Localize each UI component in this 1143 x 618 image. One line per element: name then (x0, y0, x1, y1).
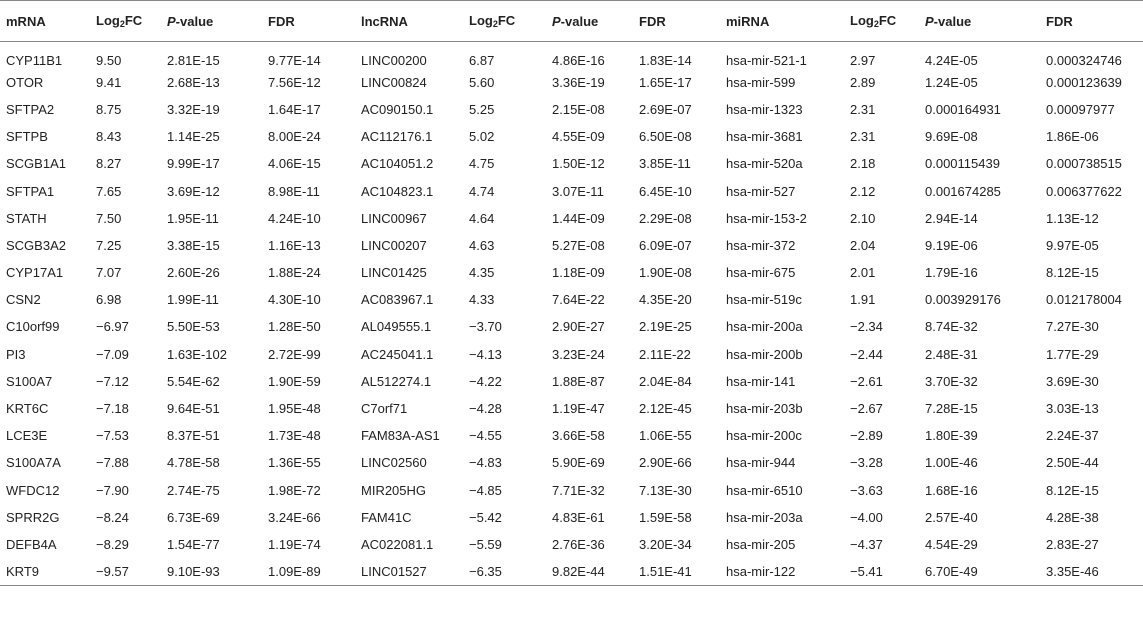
cell-mirna: hsa-mir-6510 (726, 482, 803, 498)
table-row (0, 477, 1143, 504)
cell-fdr-mrna: 1.88E-24 (268, 265, 321, 281)
table-row (0, 177, 1143, 204)
cell-log2fc-mirna: 2.97 (850, 52, 876, 68)
cell-mirna: hsa-mir-520a (726, 156, 803, 172)
cell-pvalue-mirna: 8.74E-32 (925, 319, 978, 335)
cell-log2fc-mrna: −9.57 (90, 558, 161, 585)
table-row (0, 123, 1143, 150)
table-row (0, 504, 1143, 531)
cell-pvalue-mirna: 0.000164931 (925, 101, 1001, 117)
cell-lncrna: LINC00967 (361, 210, 427, 226)
cell-fdr-mirna: 3.03E-13 (1046, 401, 1099, 417)
cell-mirna: hsa-mir-944 (726, 455, 796, 471)
header-pvalue-lncrna (546, 1, 633, 42)
cell-fdr-lncrna: 1.59E-58 (639, 509, 692, 525)
header-text-after: -value (175, 13, 214, 29)
cell-mirna: hsa-mir-599 (726, 74, 796, 90)
cell-log2fc-lncrna: 5.02 (469, 129, 495, 145)
cell-mirna: hsa-mir-122 (720, 558, 844, 585)
cell-log2fc-lncrna: −5.42 (469, 509, 502, 525)
cell-mirna: hsa-mir-153-2 (726, 210, 807, 226)
cell-pvalue-mrna: 3.38E-15 (167, 237, 220, 253)
cell-fdr-lncrna: 2.11E-22 (639, 346, 691, 362)
cell-fdr-mirna: 0.006377622 (1046, 183, 1122, 199)
cell-log2fc-mirna: 2.89 (850, 74, 876, 90)
cell-fdr-mrna: 2.72E-99 (268, 346, 321, 362)
header-text-italic: P (167, 13, 176, 29)
cell-mrna: SPRR2G (6, 509, 60, 525)
cell-log2fc-mirna: 1.91 (850, 292, 876, 308)
cell-mirna: hsa-mir-519c (726, 292, 802, 308)
header-pvalue-mirna (919, 1, 1040, 42)
cell-log2fc-lncrna: −4.13 (469, 346, 502, 362)
cell-fdr-lncrna: 1.51E-41 (633, 558, 720, 585)
cell-mrna: KRT9 (0, 558, 90, 585)
cell-pvalue-lncrna: 1.44E-09 (552, 210, 605, 226)
cell-pvalue-mrna: 5.54E-62 (167, 373, 220, 389)
cell-pvalue-mrna: 1.95E-11 (167, 210, 219, 226)
cell-fdr-mrna: 8.98E-11 (268, 183, 320, 199)
cell-pvalue-mirna: 4.24E-05 (925, 52, 978, 68)
table-row (0, 42, 1143, 69)
cell-lncrna: LINC02560 (361, 455, 427, 471)
cell-fdr-mrna: 1.98E-72 (268, 482, 321, 498)
cell-log2fc-lncrna: −6.35 (463, 558, 546, 585)
cell-fdr-mirna: 2.50E-44 (1046, 455, 1099, 471)
cell-log2fc-mirna: −2.67 (850, 401, 883, 417)
header-text-after: FC (497, 13, 516, 28)
cell-log2fc-lncrna: 5.25 (469, 101, 495, 117)
cell-log2fc-lncrna: −4.55 (469, 428, 502, 444)
cell-fdr-lncrna: 2.04E-84 (639, 373, 692, 389)
header-text-before: mRNA (6, 13, 46, 29)
cell-pvalue-mirna: 4.54E-29 (925, 536, 978, 552)
header-text-italic: P (552, 13, 561, 29)
cell-fdr-mirna: 8.12E-15 (1046, 265, 1099, 281)
cell-log2fc-mrna: −7.88 (96, 455, 129, 471)
cell-log2fc-mirna: 2.12 (850, 183, 876, 199)
cell-pvalue-mirna: 1.68E-16 (925, 482, 978, 498)
cell-fdr-mirna: 0.000738515 (1046, 156, 1122, 172)
cell-fdr-lncrna: 3.85E-11 (639, 156, 691, 172)
cell-log2fc-mrna: −7.18 (96, 401, 129, 417)
cell-log2fc-mrna: −8.24 (96, 509, 129, 525)
cell-pvalue-mrna: 1.99E-11 (167, 292, 219, 308)
cell-log2fc-mirna: −2.34 (850, 319, 883, 335)
cell-fdr-mirna: 2.83E-27 (1046, 536, 1099, 552)
cell-fdr-lncrna: 2.69E-07 (639, 101, 692, 117)
cell-lncrna: AL049555.1 (361, 319, 432, 335)
header-text-before: Log (850, 13, 874, 28)
cell-pvalue-mrna: 9.99E-17 (167, 156, 220, 172)
cell-log2fc-mrna: 8.43 (96, 129, 122, 145)
cell-fdr-mirna: 3.35E-46 (1040, 558, 1143, 585)
cell-log2fc-lncrna: −5.59 (469, 536, 502, 552)
cell-fdr-mrna: 3.24E-66 (268, 509, 321, 525)
cell-pvalue-mirna: 0.001674285 (925, 183, 1001, 199)
cell-fdr-mrna: 1.73E-48 (268, 428, 321, 444)
header-text-italic: P (925, 13, 934, 29)
cell-pvalue-lncrna: 2.15E-08 (552, 101, 605, 117)
cell-pvalue-mrna: 3.69E-12 (167, 183, 220, 199)
cell-pvalue-mirna: 9.19E-06 (925, 237, 978, 253)
cell-fdr-mirna: 0.000324746 (1046, 52, 1122, 68)
cell-fdr-mrna: 1.19E-74 (268, 536, 321, 552)
cell-mrna: SCGB3A2 (6, 237, 66, 253)
cell-pvalue-lncrna: 5.90E-69 (552, 455, 605, 471)
table-row (0, 96, 1143, 123)
cell-fdr-lncrna: 4.35E-20 (639, 292, 692, 308)
cell-fdr-lncrna: 1.06E-55 (639, 428, 692, 444)
header-fdr-mrna (262, 1, 355, 42)
cell-log2fc-lncrna: 4.63 (469, 237, 495, 253)
cell-log2fc-mrna: 7.07 (96, 265, 122, 281)
cell-mrna: SFTPB (6, 129, 48, 145)
header-row (0, 1, 1143, 42)
cell-fdr-lncrna: 2.90E-66 (639, 455, 692, 471)
table-row (0, 232, 1143, 259)
cell-mrna: SCGB1A1 (6, 156, 66, 172)
cell-pvalue-mrna: 4.78E-58 (167, 455, 220, 471)
table-header (0, 1, 1143, 42)
cell-pvalue-mirna: 2.57E-40 (925, 509, 978, 525)
cell-pvalue-mirna: 3.70E-32 (925, 373, 978, 389)
cell-fdr-mrna: 9.77E-14 (268, 52, 321, 68)
header-text-sub: 2 (873, 19, 879, 29)
cell-lncrna: AC245041.1 (361, 346, 434, 362)
cell-mirna: hsa-mir-141 (726, 373, 796, 389)
cell-fdr-mirna: 3.69E-30 (1046, 373, 1099, 389)
cell-pvalue-lncrna: 1.18E-09 (552, 265, 605, 281)
cell-mirna: hsa-mir-203b (726, 401, 803, 417)
cell-log2fc-mrna: 7.50 (96, 210, 122, 226)
cell-lncrna: C7orf71 (361, 401, 408, 417)
cell-pvalue-lncrna: 7.64E-22 (552, 292, 605, 308)
header-fdr-mirna (1040, 1, 1143, 42)
cell-fdr-mirna: 0.000123639 (1046, 74, 1122, 90)
cell-log2fc-mrna: 9.41 (96, 74, 122, 90)
cell-pvalue-mirna: 1.80E-39 (925, 428, 978, 444)
cell-log2fc-mirna: −2.89 (850, 428, 883, 444)
cell-pvalue-lncrna: 3.07E-11 (552, 183, 604, 199)
cell-fdr-mrna: 4.24E-10 (268, 210, 321, 226)
cell-lncrna: LINC00200 (361, 52, 427, 68)
header-log2fc-mrna (90, 1, 161, 42)
header-text-before: FDR (1046, 13, 1073, 29)
header-lncrna (355, 1, 463, 42)
cell-log2fc-mirna: 2.01 (850, 265, 876, 281)
cell-fdr-lncrna: 1.65E-17 (639, 74, 692, 90)
cell-pvalue-mirna: 2.48E-31 (925, 346, 978, 362)
cell-pvalue-mirna: 1.79E-16 (925, 265, 978, 281)
header-text-before: Log (469, 13, 493, 28)
cell-lncrna: LINC00824 (361, 74, 427, 90)
cell-mrna: CSN2 (6, 292, 41, 308)
cell-fdr-mrna: 1.36E-55 (268, 455, 321, 471)
header-text-after: FC (878, 13, 897, 28)
cell-log2fc-mirna: 2.31 (850, 101, 876, 117)
cell-log2fc-mirna: 2.10 (850, 210, 876, 226)
header-pvalue-mrna (161, 1, 262, 42)
cell-mrna: SFTPA1 (6, 183, 55, 199)
cell-fdr-mrna: 1.90E-59 (268, 373, 321, 389)
cell-pvalue-mrna: 9.64E-51 (167, 401, 220, 417)
cell-fdr-mirna: 8.12E-15 (1046, 482, 1099, 498)
cell-fdr-mirna: 1.13E-12 (1046, 210, 1099, 226)
cell-log2fc-lncrna: 4.75 (469, 156, 495, 172)
cell-mirna: hsa-mir-372 (726, 237, 796, 253)
cell-pvalue-lncrna: 1.19E-47 (552, 401, 605, 417)
cell-pvalue-mrna: 2.68E-13 (167, 74, 220, 90)
cell-pvalue-lncrna: 7.71E-32 (552, 482, 605, 498)
cell-log2fc-mrna: 8.75 (96, 101, 122, 117)
cell-mirna: hsa-mir-200c (726, 428, 802, 444)
cell-log2fc-lncrna: 5.60 (469, 74, 495, 90)
cell-fdr-mirna: 1.77E-29 (1046, 346, 1099, 362)
cell-lncrna: LINC01425 (361, 265, 427, 281)
cell-mrna: STATH (6, 210, 47, 226)
header-text-sub: 2 (119, 19, 125, 29)
cell-pvalue-lncrna: 3.66E-58 (552, 428, 605, 444)
header-text-after: -value (560, 13, 599, 29)
cell-mirna: hsa-mir-200a (726, 319, 803, 335)
cell-pvalue-mirna: 0.003929176 (925, 292, 1001, 308)
cell-pvalue-lncrna: 1.88E-87 (552, 373, 605, 389)
cell-fdr-mrna: 1.95E-48 (268, 401, 321, 417)
cell-pvalue-mirna: 7.28E-15 (925, 401, 978, 417)
cell-log2fc-lncrna: −4.83 (469, 455, 502, 471)
cell-pvalue-mrna: 9.10E-93 (161, 558, 262, 585)
cell-mrna: S100A7A (6, 455, 61, 471)
cell-fdr-lncrna: 7.13E-30 (639, 482, 692, 498)
cell-mirna: hsa-mir-203a (726, 509, 803, 525)
cell-mrna: WFDC12 (6, 482, 60, 498)
cell-pvalue-lncrna: 3.36E-19 (552, 74, 605, 90)
cell-pvalue-mirna: 1.24E-05 (925, 74, 978, 90)
header-text-before: Log (96, 13, 120, 28)
cell-log2fc-mirna: −3.63 (850, 482, 883, 498)
cell-pvalue-mrna: 2.74E-75 (167, 482, 220, 498)
cell-lncrna: AC090150.1 (361, 101, 434, 117)
cell-log2fc-mrna: −7.12 (96, 373, 129, 389)
cell-lncrna: AC022081.1 (361, 536, 434, 552)
cell-pvalue-lncrna: 9.82E-44 (546, 558, 633, 585)
cell-mrna: CYP17A1 (6, 265, 64, 281)
cell-mrna: KRT6C (6, 401, 49, 417)
cell-mirna: hsa-mir-3681 (726, 129, 803, 145)
cell-fdr-mirna: 0.00097977 (1046, 101, 1115, 117)
cell-fdr-mrna: 1.16E-13 (268, 237, 321, 253)
cell-fdr-mrna: 1.64E-17 (268, 101, 321, 117)
table-row (0, 368, 1143, 395)
cell-mirna: hsa-mir-521-1 (726, 52, 807, 68)
cell-log2fc-mirna: −2.61 (850, 373, 883, 389)
table-row (0, 259, 1143, 286)
cell-pvalue-mrna: 1.14E-25 (167, 129, 220, 145)
table-row (0, 531, 1143, 558)
cell-log2fc-mirna: 2.18 (850, 156, 876, 172)
cell-log2fc-mirna: 2.31 (850, 129, 876, 145)
cell-lncrna: MIR205HG (361, 482, 427, 498)
header-text-before: miRNA (726, 13, 770, 29)
cell-mrna: S100A7 (6, 373, 53, 389)
cell-fdr-lncrna: 2.19E-25 (639, 319, 692, 335)
table-row (0, 558, 1143, 585)
cell-lncrna: AC112176.1 (361, 129, 433, 145)
cell-mrna: C10orf99 (6, 319, 60, 335)
cell-lncrna: AC104823.1 (361, 183, 434, 199)
cell-log2fc-lncrna: 4.35 (469, 265, 495, 281)
cell-log2fc-mirna: −4.00 (850, 509, 883, 525)
cell-fdr-lncrna: 2.29E-08 (639, 210, 692, 226)
table-body (0, 42, 1143, 586)
cell-log2fc-mrna: −7.09 (96, 346, 129, 362)
header-text-after: FC (124, 13, 143, 28)
cell-log2fc-mrna: 7.25 (96, 237, 122, 253)
cell-lncrna: AC104051.2 (361, 156, 434, 172)
cell-log2fc-mrna: −6.97 (96, 319, 129, 335)
cell-fdr-mrna: 1.09E-89 (262, 558, 355, 585)
cell-fdr-mirna: 0.012178004 (1046, 292, 1122, 308)
cell-pvalue-lncrna: 1.50E-12 (552, 156, 605, 172)
cell-pvalue-mrna: 2.60E-26 (167, 265, 220, 281)
cell-fdr-mrna: 4.06E-15 (268, 156, 321, 172)
table-row (0, 69, 1143, 96)
cell-log2fc-mirna: −3.28 (850, 455, 883, 471)
cell-fdr-mirna: 4.28E-38 (1046, 509, 1099, 525)
cell-mirna: hsa-mir-205 (726, 536, 796, 552)
cell-mrna: LCE3E (6, 428, 48, 444)
cell-fdr-lncrna: 3.20E-34 (639, 536, 692, 552)
cell-log2fc-mirna: −2.44 (850, 346, 883, 362)
cell-pvalue-lncrna: 2.90E-27 (552, 319, 605, 335)
cell-pvalue-mirna: 2.94E-14 (925, 210, 978, 226)
table-row (0, 313, 1143, 340)
table-row (0, 205, 1143, 232)
header-log2fc-mirna (844, 1, 919, 42)
header-text-sub: 2 (492, 19, 498, 29)
header-mirna (720, 1, 844, 42)
cell-mirna: hsa-mir-200b (726, 346, 803, 362)
table-row (0, 341, 1143, 368)
cell-fdr-mirna: 7.27E-30 (1046, 319, 1099, 335)
table-row (0, 286, 1143, 313)
header-mrna (0, 1, 90, 42)
cell-lncrna: FAM83A-AS1 (361, 428, 440, 444)
cell-log2fc-lncrna: −3.70 (469, 319, 502, 335)
cell-pvalue-mrna: 6.73E-69 (167, 509, 220, 525)
cell-pvalue-mirna: 1.00E-46 (925, 455, 978, 471)
cell-pvalue-lncrna: 4.55E-09 (552, 129, 605, 145)
cell-mirna: hsa-mir-675 (726, 265, 796, 281)
cell-pvalue-mrna: 1.63E-102 (167, 346, 227, 362)
cell-log2fc-lncrna: −4.22 (469, 373, 502, 389)
cell-log2fc-mrna: −8.29 (96, 536, 129, 552)
header-log2fc-lncrna (463, 1, 546, 42)
cell-lncrna: LINC00207 (361, 237, 427, 253)
cell-mrna: OTOR (6, 74, 44, 90)
cell-fdr-mirna: 9.97E-05 (1046, 237, 1099, 253)
cell-fdr-lncrna: 2.12E-45 (639, 401, 692, 417)
cell-log2fc-mrna: 8.27 (96, 156, 122, 172)
cell-mrna: SFTPA2 (6, 101, 55, 117)
cell-log2fc-mrna: −7.53 (96, 428, 129, 444)
cell-mirna: hsa-mir-1323 (726, 101, 803, 117)
cell-mrna: DEFB4A (6, 536, 57, 552)
cell-log2fc-mrna: 9.50 (96, 52, 122, 68)
cell-lncrna: AC083967.1 (361, 292, 434, 308)
cell-pvalue-mrna: 8.37E-51 (167, 428, 220, 444)
table-row (0, 150, 1143, 177)
cell-pvalue-lncrna: 5.27E-08 (552, 237, 605, 253)
cell-mrna: PI3 (6, 346, 26, 362)
header-text-before: FDR (639, 13, 666, 29)
cell-fdr-lncrna: 1.90E-08 (639, 265, 692, 281)
cell-pvalue-mrna: 2.81E-15 (167, 52, 220, 68)
cell-log2fc-mirna: −4.37 (850, 536, 883, 552)
cell-log2fc-mirna: −5.41 (844, 558, 919, 585)
cell-log2fc-lncrna: 6.87 (469, 52, 495, 68)
cell-log2fc-mirna: 2.04 (850, 237, 876, 253)
cell-fdr-lncrna: 1.83E-14 (639, 52, 692, 68)
cell-fdr-mrna: 1.28E-50 (268, 319, 321, 335)
cell-pvalue-mirna: 9.69E-08 (925, 129, 978, 145)
cell-fdr-mrna: 7.56E-12 (268, 74, 321, 90)
cell-lncrna: FAM41C (361, 509, 412, 525)
cell-fdr-mrna: 4.30E-10 (268, 292, 321, 308)
cell-fdr-lncrna: 6.50E-08 (639, 129, 692, 145)
cell-fdr-mirna: 1.86E-06 (1046, 129, 1099, 145)
table-row (0, 449, 1143, 476)
cell-pvalue-mirna: 0.000115439 (925, 156, 1000, 172)
cell-log2fc-lncrna: 4.64 (469, 210, 495, 226)
cell-pvalue-mrna: 3.32E-19 (167, 101, 220, 117)
table-row (0, 422, 1143, 449)
header-text-before: FDR (268, 13, 295, 29)
cell-mirna: hsa-mir-527 (726, 183, 796, 199)
cell-pvalue-lncrna: 4.86E-16 (552, 52, 605, 68)
cell-fdr-mrna: 8.00E-24 (268, 129, 321, 145)
cell-pvalue-lncrna: 4.83E-61 (552, 509, 605, 525)
cell-log2fc-lncrna: −4.85 (469, 482, 502, 498)
header-text-after: -value (933, 13, 972, 29)
cell-pvalue-lncrna: 3.23E-24 (552, 346, 605, 362)
table-row (0, 395, 1143, 422)
cell-fdr-mirna: 2.24E-37 (1046, 428, 1099, 444)
cell-log2fc-mrna: 6.98 (96, 292, 122, 308)
cell-log2fc-lncrna: −4.28 (469, 401, 502, 417)
cell-mrna: CYP11B1 (6, 52, 63, 68)
header-fdr-lncrna (633, 1, 720, 42)
cell-pvalue-lncrna: 2.76E-36 (552, 536, 605, 552)
cell-fdr-lncrna: 6.09E-07 (639, 237, 692, 253)
cell-lncrna: LINC01527 (355, 558, 463, 585)
cell-log2fc-mrna: −7.90 (96, 482, 129, 498)
header-text-before: lncRNA (361, 13, 408, 29)
cell-pvalue-mirna: 6.70E-49 (919, 558, 1040, 585)
cell-log2fc-lncrna: 4.74 (469, 183, 495, 199)
cell-log2fc-lncrna: 4.33 (469, 292, 495, 308)
cell-lncrna: AL512274.1 (361, 373, 432, 389)
cell-log2fc-mrna: 7.65 (96, 183, 122, 199)
cell-fdr-lncrna: 6.45E-10 (639, 183, 692, 199)
cell-pvalue-mrna: 1.54E-77 (167, 536, 220, 552)
cell-pvalue-mrna: 5.50E-53 (167, 319, 220, 335)
